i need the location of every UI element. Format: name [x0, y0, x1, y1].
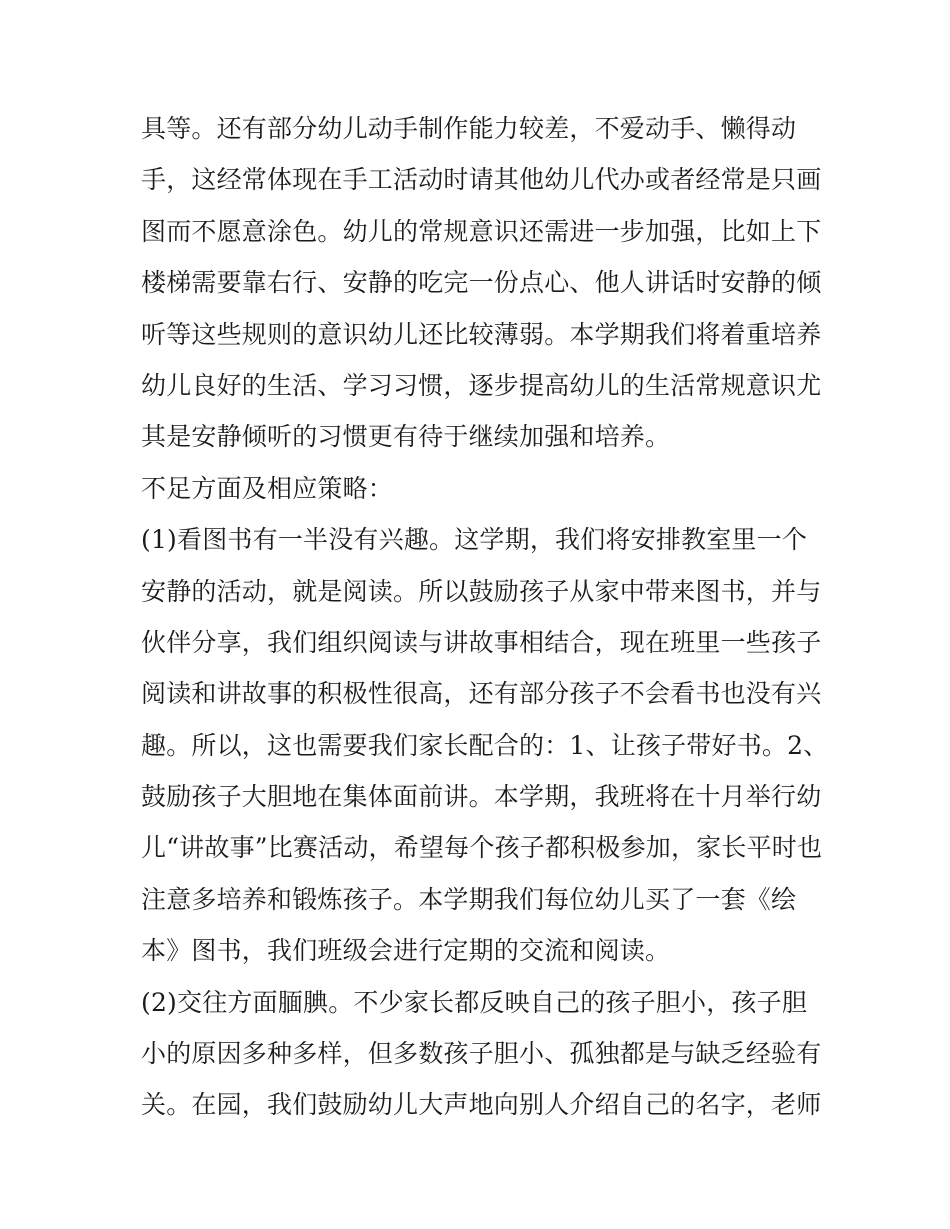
text-line: 趣。所以，这也需要我们家长配合的：1、让孩子带好书。2、 [141, 730, 829, 760]
document-body [141, 103, 829, 1131]
text-line: 幼儿良好的生活、学习习惯，逐步提高幼儿的生活常规意识尤 [141, 370, 822, 400]
text-line: 鼓励孩子大胆地在集体面前讲。本学期，我班将在十月举行幼 [141, 782, 822, 812]
text-line: 楼梯需要靠右行、安静的吃完一份点心、他人讲话时安静的倾 [141, 268, 822, 298]
text-line: 其是安静倾听的习惯更有待于继续加强和培养。 [141, 422, 671, 452]
text-line: (2)交往方面腼腆。不少家长都反映自己的孩子胆小，孩子胆 [141, 987, 808, 1017]
section-heading: 不足方面及相应策略： [141, 473, 394, 503]
text-line: 安静的活动，就是阅读。所以鼓励孩子从家中带来图书，并与 [141, 576, 822, 606]
text-line: 注意多培养和锻炼孩子。本学期我们每位幼儿买了一套《绘 [141, 884, 797, 914]
text-line: 本》图书，我们班级会进行定期的交流和阅读。 [141, 936, 671, 966]
text-line: (1)看图书有一半没有兴趣。这学期，我们将安排教室里一个 [141, 525, 808, 555]
text-line: 小的原因多种多样，但多数孩子胆小、孤独都是与缺乏经验有 [141, 1039, 822, 1069]
text-line: 伙伴分享，我们组织阅读与讲故事相结合，现在班里一些孩子 [141, 627, 822, 657]
text-line: 具等。还有部分幼儿动手制作能力较差，不爱动手、懒得动 [141, 114, 797, 143]
text-line: 阅读和讲故事的积极性很高，还有部分孩子不会看书也没有兴 [141, 679, 822, 709]
text-line: 儿“讲故事”比赛活动，希望每个孩子都积极参加，家长平时也 [141, 833, 823, 863]
text-line: 关。在园，我们鼓励幼儿大声地向别人介绍自己的名字，老师 [141, 1090, 822, 1120]
text-line: 图而不愿意涂色。幼儿的常规意识还需进一步加强，比如上下 [141, 216, 822, 246]
text-line: 手，这经常体现在手工活动时请其他幼儿代办或者经常是只画 [141, 165, 822, 195]
text-line: 听等这些规则的意识幼儿还比较薄弱。本学期我们将着重培养 [141, 319, 822, 349]
